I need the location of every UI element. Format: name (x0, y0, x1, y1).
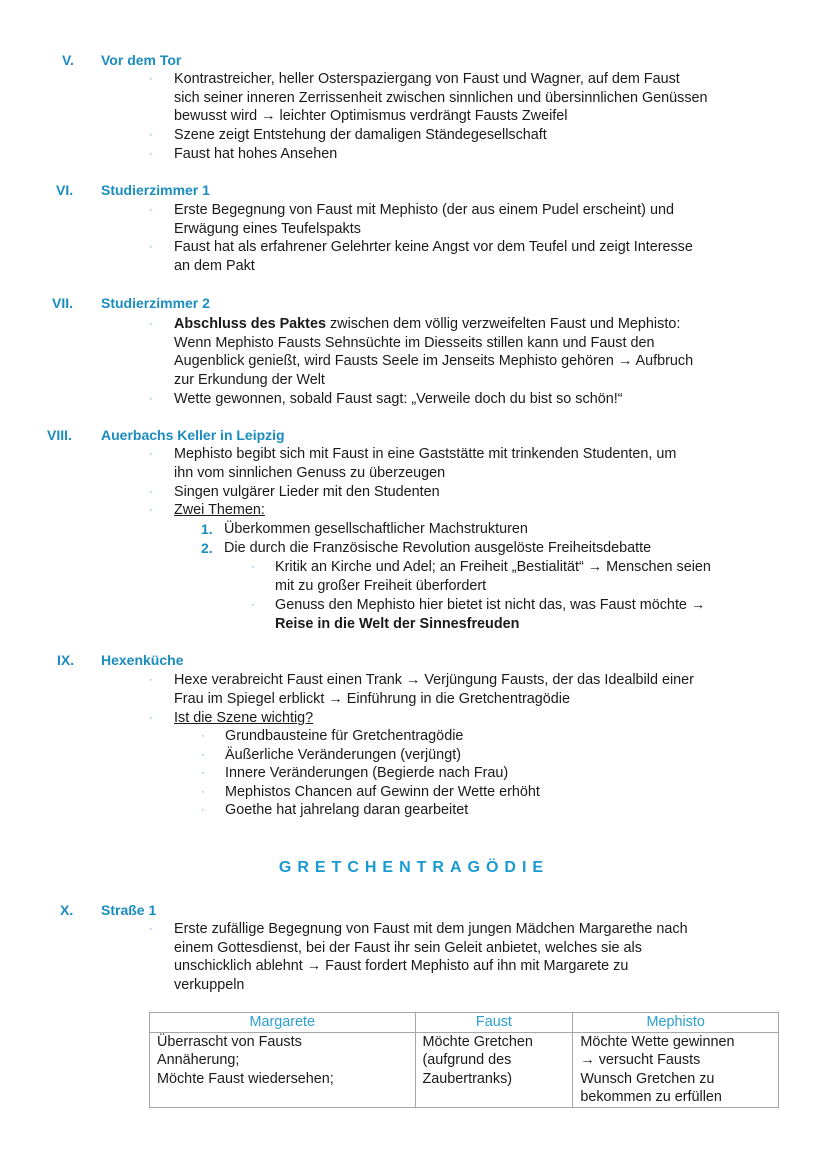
bullet: · (149, 73, 153, 85)
bullet-line: Äußerliche Veränderungen (verjüngt) (225, 746, 461, 763)
bullet: · (149, 486, 153, 498)
bullet-line: Hexe verabreicht Faust einen Trank → Verjüngung Fausts, der das Idealbild einer (174, 672, 694, 688)
section-title: Hexenküche (101, 652, 184, 668)
list-number: 1. (201, 521, 213, 537)
table-header: Margarete (150, 1013, 416, 1033)
bullet-line: an dem Pakt (174, 257, 255, 274)
bullet-line: zur Erkundung der Welt (174, 371, 325, 388)
bullet: · (149, 504, 153, 516)
cell-line: Zaubertranks) (422, 1070, 513, 1087)
bullet-line: Reise in die Welt der Sinnesfreuden (275, 615, 520, 632)
section-title: Studierzimmer 1 (101, 182, 210, 198)
bullet-line: Augenblick genießt, wird Fausts Seele im Jenseits Mephisto gehören → Aufbruch (174, 353, 694, 369)
table-header: Faust (415, 1013, 573, 1033)
section-title: Straße 1 (101, 902, 157, 918)
bold-term: Abschluss des Paktes (174, 316, 326, 332)
list-item: Überkommen gesellschaftlicher Machstrukturen (224, 521, 528, 537)
table-header: Mephisto (573, 1013, 779, 1033)
list-number: 2. (201, 540, 213, 556)
cell-line: Wunsch Gretchen zu (580, 1070, 715, 1087)
bullet-text: zwischen dem völlig verzweifelten Faust und Mephisto: (325, 316, 681, 332)
bullet-line: ihn vom sinnlichen Genuss zu überzeugen (174, 464, 446, 481)
bullet: · (201, 767, 205, 779)
bullet-line: Ist die Szene wichtig? (174, 710, 314, 726)
section-number: VI. (56, 182, 74, 198)
bullet-line: Faust hat als erfahrener Gelehrter keine Angst vor dem Teufel und zeigt Interesse (174, 239, 693, 255)
character-table (149, 1012, 779, 1108)
bullet-line: mit zu großer Freiheit überfordert (275, 577, 487, 594)
bullet-line: einem Gottesdienst, bei der Faust ihr sein Geleit anbietet, welches sie als (174, 939, 642, 956)
section-title: Vor dem Tor (101, 52, 182, 68)
bullet-line: sich seiner inneren Zerrissenheit zwischen sinnlichen und übersinnlichen Genüssen (174, 89, 708, 106)
bullet: · (149, 448, 153, 460)
bullet: · (149, 129, 153, 141)
table-header-row (150, 1013, 779, 1033)
bullet-line: Innere Veränderungen (Begierde nach Frau) (225, 765, 509, 781)
bullet: · (149, 318, 153, 330)
bullet-line: Szene zeigt Entstehung der damaligen Ständegesellschaft (174, 127, 547, 143)
bullet: · (201, 748, 205, 761)
bullet-line: Wenn Mephisto Fausts Sehnsüchte im Diesseits stillen kann und Faust den (174, 334, 655, 351)
bullet: · (251, 561, 255, 573)
cell-line: (aufgrund des (422, 1052, 512, 1068)
bullet: · (149, 204, 153, 216)
section-title: Studierzimmer 2 (101, 295, 210, 311)
bullet-line: Kritik an Kirche und Adel; an Freiheit „Bestialität“ → Menschen seien (275, 559, 711, 575)
section-number: IX. (57, 652, 75, 668)
cell-line: Überrascht von Fausts (157, 1033, 302, 1050)
bullet-line: Genuss den Mephisto hier bietet ist nicht das, was Faust möchte → (275, 597, 706, 613)
bullet: · (149, 393, 153, 405)
bullet: · (149, 148, 153, 160)
bullet: · (149, 923, 153, 935)
table-cell (573, 1032, 779, 1107)
bullet: · (149, 712, 153, 724)
section-number: V. (62, 52, 74, 68)
bullet-line: unschicklich ablehnt → Faust fordert Mephisto auf ihn mit Margarete zu (174, 958, 629, 974)
bullet-line: bewusst wird → leichter Optimismus verdrängt Fausts Zweifel (174, 108, 568, 124)
bullet-line: Erwägung eines Teufelspakts (174, 220, 361, 237)
bullet-line: Goethe hat jahrelang daran gearbeitet (225, 802, 469, 818)
bullet: · (201, 804, 205, 816)
bullet-line (174, 315, 680, 334)
bullet-line: Singen vulgärer Lieder mit den Studenten (174, 484, 440, 500)
table-cell (150, 1032, 416, 1107)
bullet-line: Zwei Themen: (174, 502, 265, 518)
bullet-line: Erste zufällige Begegnung von Faust mit dem jungen Mädchen Margarethe nach (174, 921, 688, 937)
bullet: · (149, 241, 153, 253)
bullet-line: verkuppeln (174, 976, 245, 993)
bullet: · (201, 785, 205, 798)
bullet-line: Wette gewonnen, sobald Faust sagt: „Verweile doch du bist so schön!“ (174, 391, 623, 407)
section-number: VIII. (47, 427, 72, 443)
cell-line: Möchte Gretchen (422, 1033, 533, 1050)
bullet-line: Faust hat hohes Ansehen (174, 146, 338, 162)
table-row (150, 1032, 779, 1107)
list-item: Die durch die Französische Revolution ausgelöste Freiheitsdebatte (224, 540, 652, 556)
cell-line: Annäherung; (157, 1052, 240, 1068)
bullet-line: Mephisto begibt sich mit Faust in eine Gaststätte mit trinkenden Studenten, um (174, 446, 677, 462)
table-cell (415, 1032, 573, 1107)
bullet-line: Grundbausteine für Gretchentragödie (225, 728, 464, 744)
bullet: · (149, 674, 153, 686)
bullet-line: Erste Begegnung von Faust mit Mephisto (der aus einem Pudel erscheint) und (174, 202, 674, 218)
section-number: X. (60, 902, 74, 918)
bullet: · (201, 730, 205, 742)
section-number: VII. (52, 295, 74, 311)
bullet: · (251, 599, 255, 611)
page-heading: GRETCHENTRAGÖDIE (278, 859, 550, 876)
section-title: Auerbachs Keller in Leipzig (101, 427, 285, 443)
bullet-line: Kontrastreicher, heller Osterspaziergang von Faust und Wagner, auf dem Faust (174, 71, 680, 87)
cell-line: Möchte Faust wiedersehen; (157, 1070, 334, 1087)
cell-line: Möchte Wette gewinnen (580, 1033, 735, 1050)
cell-line: → versucht Fausts (580, 1052, 701, 1068)
cell-line: bekommen zu erfüllen (580, 1089, 722, 1105)
bullet-line: Frau im Spiegel erblickt → Einführung in die Gretchentragödie (174, 690, 570, 707)
bullet-line: Mephistos Chancen auf Gewinn der Wette erhöht (225, 783, 540, 800)
